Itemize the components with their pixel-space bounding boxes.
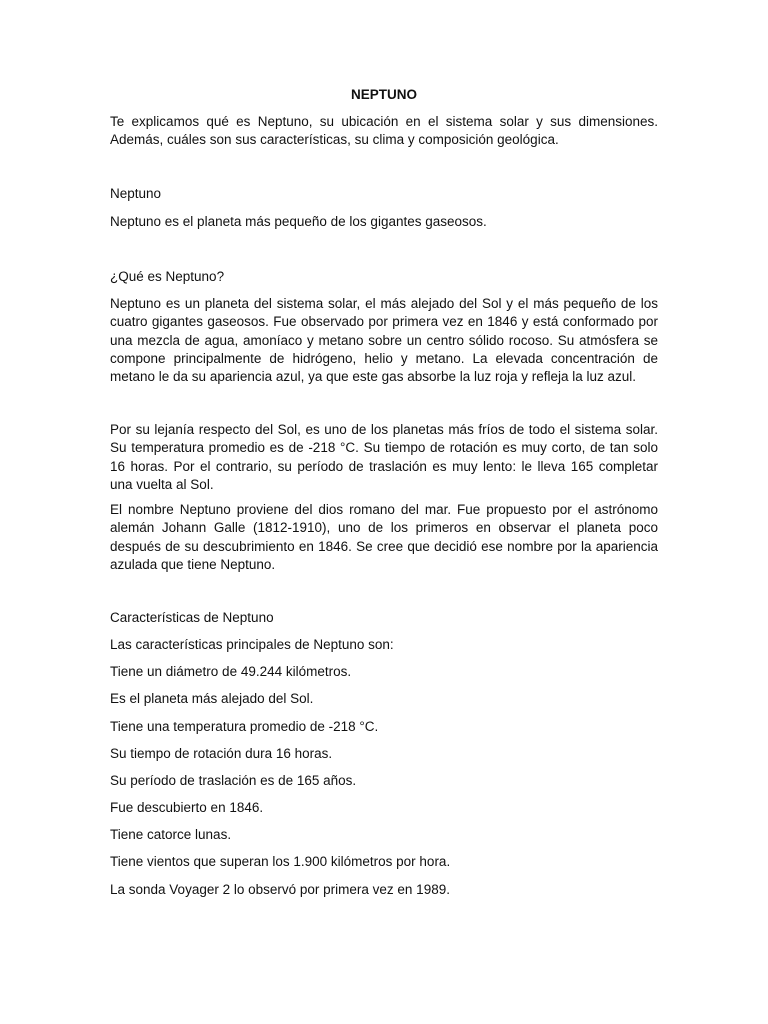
section-heading-neptuno: Neptuno <box>110 186 162 201</box>
que-es-paragraph-3: El nombre Neptuno proviene del dios romano del mar. Fue propuesto por el astrónomo alemán Johann Galle (1812-1910), uno de los primeros en observar el planeta poco después de su descubrimiento en 1846. Se cree que decidió ese nombre por la apariencia azulada que tiene Neptuno. <box>110 502 658 572</box>
que-es-paragraph-2: Por su lejanía respecto del Sol, es uno de los planetas más fríos de todo el sistema solar. Su temperatura promedio es de -218 °C. Su tiempo de rotación es muy corto, de tan solo 16 horas. Por el contrario, su período de traslación es muy lento: le lleva 165 completar una vuelta al Sol. <box>110 422 658 492</box>
list-item: Fue descubierto en 1846. <box>110 800 264 815</box>
list-item: Su período de traslación es de 165 años. <box>110 773 357 788</box>
list-item: Es el planeta más alejado del Sol. <box>110 691 314 706</box>
list-item: Tiene un diámetro de 49.244 kilómetros. <box>110 664 352 679</box>
caracteristicas-intro: Las características principales de Neptuno son: <box>110 637 394 652</box>
section-neptuno-text: Neptuno es el planeta más pequeño de los gigantes gaseosos. <box>110 214 487 229</box>
que-es-paragraph-1: Neptuno es un planeta del sistema solar, el más alejado del Sol y el más pequeño de los cuatro gigantes gaseosos. Fue observado por primera vez en 1846 y está conformado por una mezcla de agua, amoníaco y metano sobre un centro sólido rocoso. Su atmósfera se compone principalmente de hidrógeno, helio y metano. La elevada concentración de metano le da su apariencia azul, ya que este gas absorbe la luz roja y refleja la luz azul. <box>110 296 658 385</box>
list-item: La sonda Voyager 2 lo observó por primera vez en 1989. <box>110 882 450 897</box>
list-item: Tiene vientos que superan los 1.900 kilómetros por hora. <box>110 854 451 869</box>
document-title: NEPTUNO <box>350 87 417 102</box>
section-heading-que-es: ¿Qué es Neptuno? <box>110 269 225 284</box>
list-item: Su tiempo de rotación dura 16 horas. <box>110 746 333 761</box>
list-item: Tiene una temperatura promedio de -218 °C. <box>110 719 379 734</box>
list-item: Tiene catorce lunas. <box>110 827 232 842</box>
section-heading-caracteristicas: Características de Neptuno <box>110 610 274 625</box>
intro-paragraph: Te explicamos qué es Neptuno, su ubicación en el sistema solar y sus dimensiones. Además, cuáles son sus características, su clima y composición geológica. <box>110 114 658 148</box>
